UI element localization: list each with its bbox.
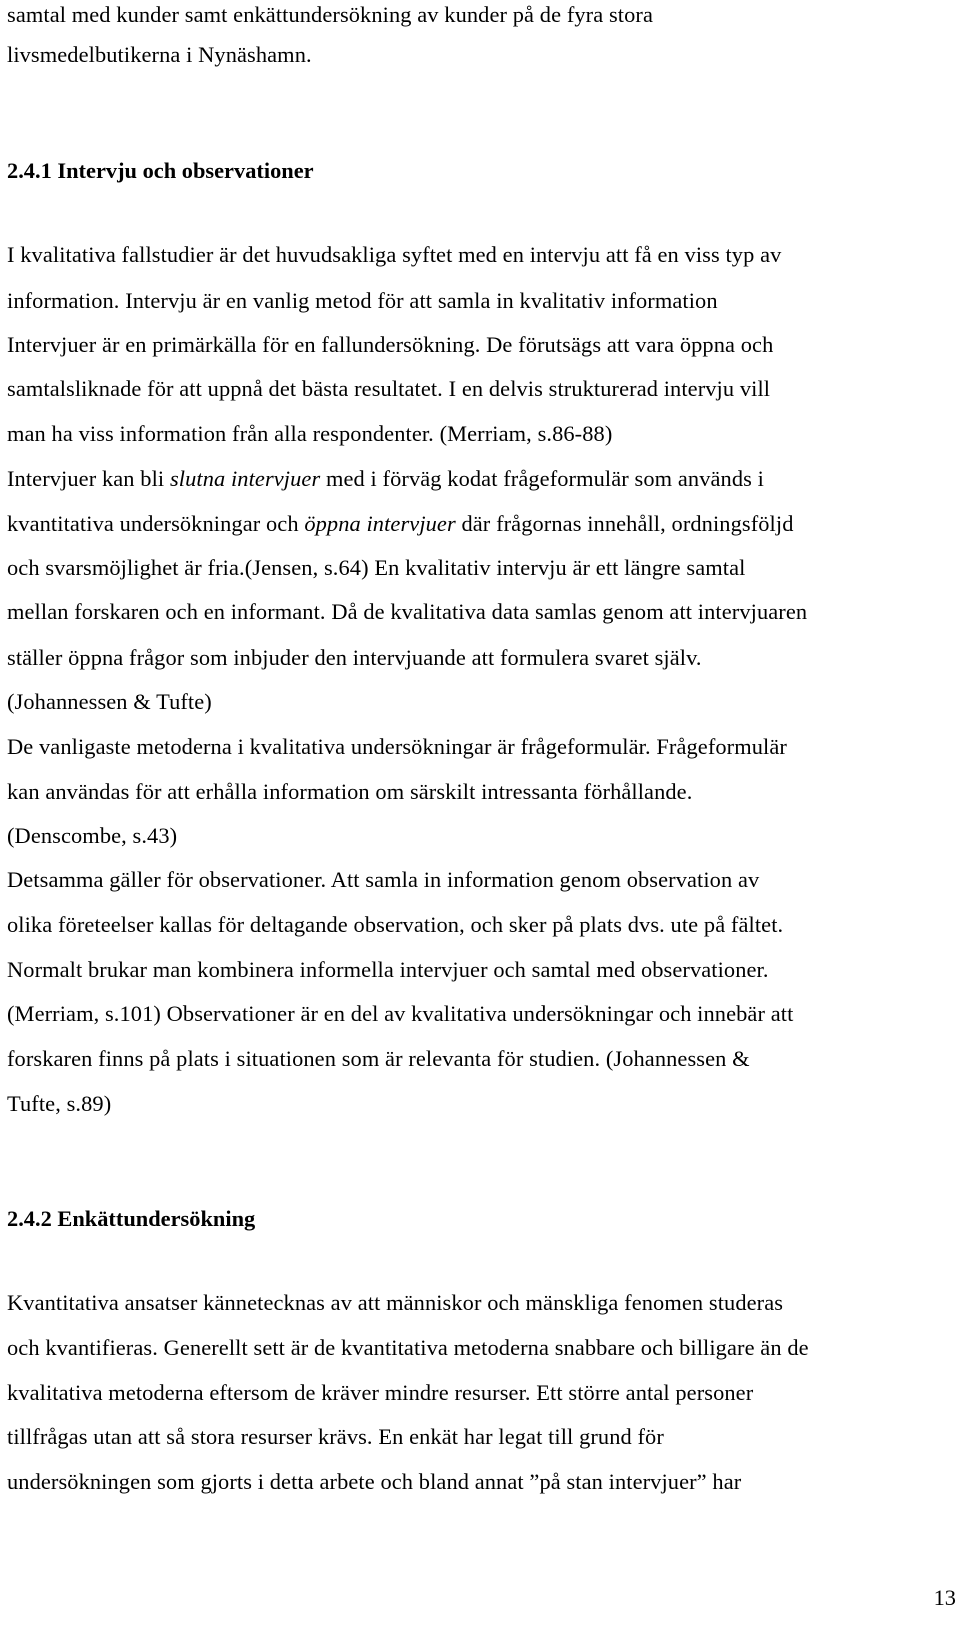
body-line: De vanligaste metoderna i kvalitativa undersökningar är frågeformulär. Frågeformulär: [7, 734, 787, 759]
page-number: 13: [933, 1585, 956, 1610]
body-line: forskaren finns på plats i situationen som är relevanta för studien. (Johannessen &: [7, 1046, 750, 1071]
intro-line-2: livsmedelbutikerna i Nynäshamn.: [7, 42, 312, 67]
intro-line-1: samtal med kunder samt enkättundersökning av kunder på de fyra stora: [7, 2, 653, 27]
italic-term: öppna intervjuer: [304, 511, 456, 536]
italic-term: slutna intervjuer: [169, 466, 321, 491]
text-run: Intervjuer kan bli: [7, 466, 170, 491]
body-line: I kvalitativa fallstudier är det huvudsakliga syftet med en intervju att få en viss typ av: [7, 242, 782, 267]
body-line: mellan forskaren och en informant. Då de kvalitativa data samlas genom att intervjuaren: [7, 599, 808, 624]
body-line: och svarsmöjlighet är fria.(Jensen, s.64) En kvalitativ intervju är ett längre samtal: [7, 555, 746, 580]
body-line: Intervjuer är en primärkälla för en fallundersökning. De förutsägs att vara öppna och: [7, 332, 774, 357]
body-line: tillfrågas utan att så stora resurser krävs. En enkät har legat till grund för: [7, 1424, 664, 1449]
body-line: undersökningen som gjorts i detta arbete och bland annat ”på stan intervjuer” har: [7, 1469, 742, 1494]
body-line: information. Intervju är en vanlig metod för att samla in kvalitativ information: [7, 288, 718, 313]
body-line: (Denscombe, s.43): [7, 823, 178, 848]
body-line: kan användas för att erhålla information om särskilt intressanta förhållande.: [7, 779, 693, 804]
section-heading-2-4-1: 2.4.1 Intervju och observationer: [7, 158, 314, 183]
text-run: där frågornas innehåll, ordningsföljd: [455, 511, 794, 536]
body-line: ställer öppna frågor som inbjuder den intervjuande att formulera svaret själv.: [7, 645, 702, 670]
body-line-with-italic: [7, 464, 764, 494]
body-line: samtalsliknade för att uppnå det bästa resultatet. I en delvis strukturerad intervju vill: [7, 376, 771, 401]
body-line: Normalt brukar man kombinera informella intervjuer och samtal med observationer.: [7, 957, 769, 982]
text-run: med i förväg kodat frågeformulär som används i: [320, 466, 764, 491]
body-line: olika företeelser kallas för deltagande observation, och sker på plats dvs. ute på fältet.: [7, 912, 784, 937]
body-line: Detsamma gäller för observationer. Att samla in information genom observation av: [7, 867, 760, 892]
body-line: (Merriam, s.101) Observationer är en del av kvalitativa undersökningar och innebär att: [7, 1001, 794, 1026]
body-line: man ha viss information från alla respondenter. (Merriam, s.86-88): [7, 421, 613, 446]
section-heading-2-4-2: 2.4.2 Enkättundersökning: [7, 1206, 256, 1231]
body-line: kvalitativa metoderna eftersom de kräver mindre resurser. Ett större antal personer: [7, 1380, 754, 1405]
body-line: och kvantifieras. Generellt sett är de kvantitativa metoderna snabbare och billigare än de: [7, 1335, 809, 1360]
body-line-with-italic: [7, 509, 793, 539]
body-line: Tufte, s.89): [7, 1091, 112, 1116]
text-run: kvantitativa undersökningar och: [7, 511, 305, 536]
body-line: (Johannessen & Tufte): [7, 689, 212, 714]
body-line: Kvantitativa ansatser kännetecknas av att människor och mänskliga fenomen studeras: [7, 1290, 784, 1315]
